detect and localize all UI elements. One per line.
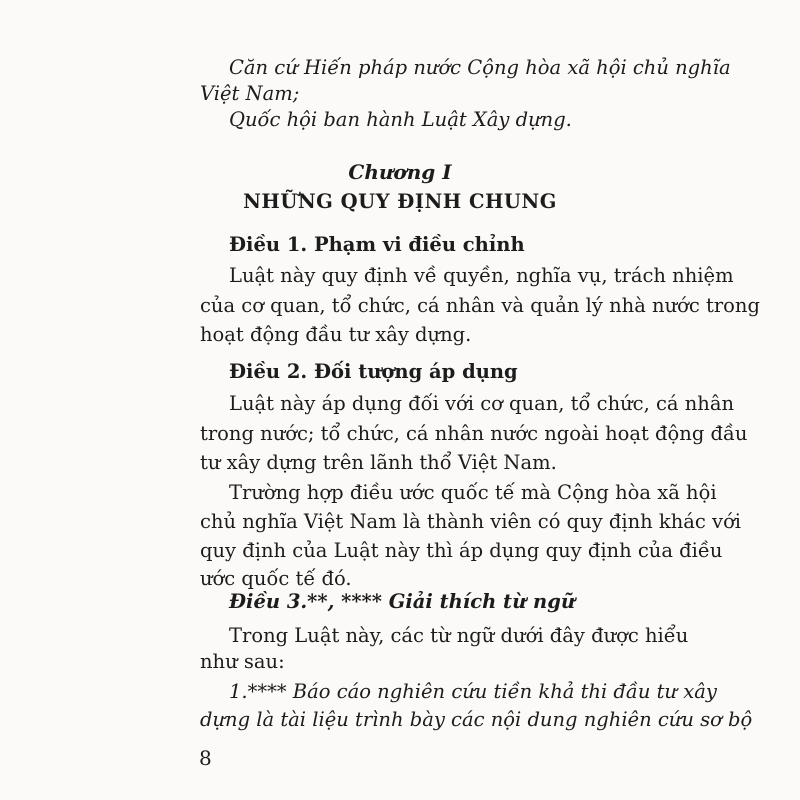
preamble-line-1: Căn cứ Hiến pháp nước Cộng hòa xã hội chủ nghĩa [229, 56, 731, 79]
article-3-line-2: như sau: [200, 650, 285, 673]
article-1-line-3: hoạt động đầu tư xây dựng. [200, 323, 472, 346]
article-3-line-4: dựng là tài liệu trình bày các nội dung nghiên cứu sơ bộ [200, 708, 753, 731]
article-2-line-3: tư xây dựng trên lãnh thổ Việt Nam. [200, 451, 557, 474]
article-2-line-7: ước quốc tế đó. [200, 567, 352, 590]
article-3-line-3: 1.**** Báo cáo nghiên cứu tiền khả thi đầu tư xây [229, 680, 717, 703]
article-2-line-6: quy định của Luật này thì áp dụng quy định của điều [200, 539, 723, 562]
article-1-line-1: Luật này quy định về quyền, nghĩa vụ, trách nhiệm [229, 264, 734, 287]
article-2-heading: Điều 2. Đối tượng áp dụng [229, 360, 518, 383]
preamble-line-2: Việt Nam; [200, 82, 300, 105]
preamble-line-3: Quốc hội ban hành Luật Xây dựng. [229, 108, 572, 131]
article-1-line-2: của cơ quan, tổ chức, cá nhân và quản lý nhà nước trong [200, 294, 760, 317]
chapter-title: NHỮNG QUY ĐỊNH CHUNG [243, 190, 557, 213]
article-2-line-5: chủ nghĩa Việt Nam là thành viên có quy định khác với [200, 510, 742, 533]
article-3-line-1: Trong Luật này, các từ ngữ dưới đây được hiểu [229, 624, 689, 647]
article-1-heading: Điều 1. Phạm vi điều chỉnh [229, 233, 525, 256]
article-2-line-2: trong nước; tổ chức, cá nhân nước ngoài hoạt động đầu [200, 422, 748, 445]
article-2-line-1: Luật này áp dụng đối với cơ quan, tổ chức, cá nhân [229, 392, 735, 415]
article-2-line-4: Trường hợp điều ước quốc tế mà Cộng hòa xã hội [229, 481, 717, 504]
page-number: 8 [199, 746, 212, 770]
chapter-label: Chương I [348, 160, 452, 184]
article-3-heading: Điều 3.**, **** Giải thích từ ngữ [229, 590, 576, 613]
